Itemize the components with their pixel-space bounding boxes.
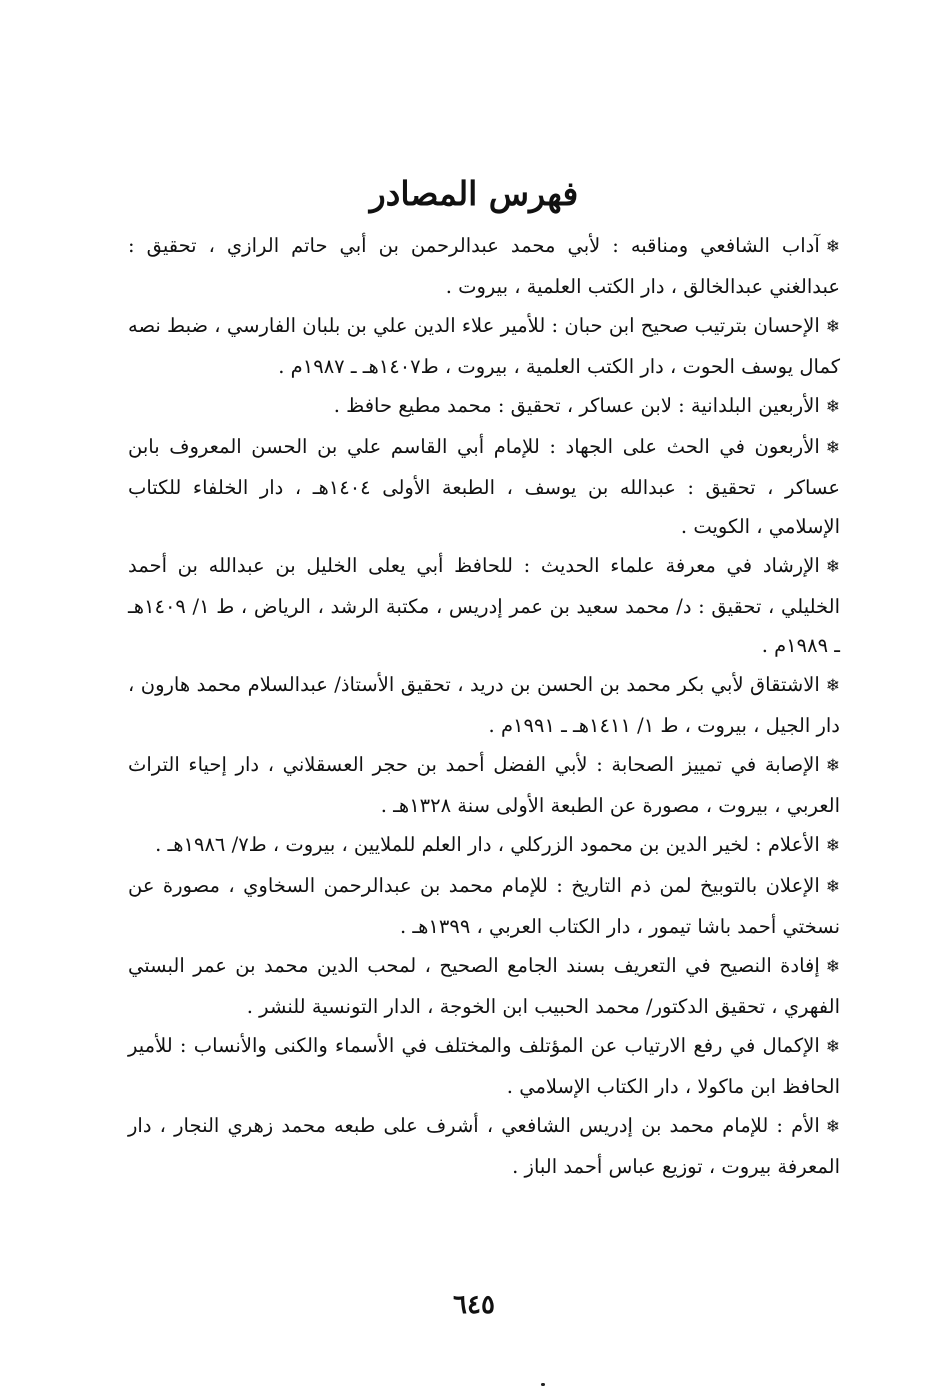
snowflake-bullet-icon: ❄ [825, 836, 840, 856]
snowflake-bullet-icon: ❄ [825, 317, 840, 337]
bibliography-list [128, 226, 840, 1186]
bibliography-entry [128, 427, 840, 546]
snowflake-bullet-icon: ❄ [825, 557, 840, 577]
bibliography-entry [128, 946, 840, 1026]
bibliography-entry [128, 825, 840, 866]
snowflake-bullet-icon: ❄ [825, 1037, 840, 1057]
entry-text: إفادة النصيح في التعريف بسند الجامع الصحيح ، لمحب الدين محمد بن عمر البستي الفهري ، تحقيق الدكتور/ محمد الحبيب ابن الخوجة ، الدار التونسية للنشر . [128, 954, 840, 1018]
page-title: فهرس المصادر [369, 174, 579, 213]
entry-text: الإحسان بترتيب صحيح ابن حبان : للأمير علاء الدين علي بن بلبان الفارسي ، ضبط نصه كمال يوسف الحوت ، دار الكتب العلمية ، بيروت ، ط١٤٠٧هـ ـ ١٩٨٧م . [128, 314, 840, 378]
snowflake-bullet-icon: ❄ [825, 397, 840, 417]
scan-speck [541, 1383, 545, 1386]
bibliography-entry [128, 546, 840, 665]
bibliography-entry [128, 226, 840, 306]
entry-text: الأم : للإمام محمد بن إدريس الشافعي ، أشرف على طبعه محمد زهري النجار ، دار المعرفة بيروت ، توزيع عباس أحمد الباز . [128, 1114, 840, 1178]
entry-text: آداب الشافعي ومناقبه : لأبي محمد عبدالرحمن بن أبي حاتم الرازي ، تحقيق : عبدالغني عبدالخالق ، دار الكتب العلمية ، بيروت . [128, 234, 840, 298]
snowflake-bullet-icon: ❄ [825, 438, 840, 458]
snowflake-bullet-icon: ❄ [825, 1117, 840, 1137]
bibliography-entry [128, 1106, 840, 1186]
bibliography-entry [128, 386, 840, 427]
entry-text: الأعلام : لخير الدين بن محمود الزركلي ، دار العلم للملايين ، بيروت ، ط٧/ ١٩٨٦هـ . [155, 833, 820, 856]
snowflake-bullet-icon: ❄ [825, 877, 840, 897]
entry-text: الإرشاد في معرفة علماء الحديث : للحافظ أبي يعلى الخليل بن عبدالله بن أحمد الخليلي ، تحقيق : د/ محمد سعيد بن عمر إدريس ، مكتبة الرشد ، الرياض ، ط ١/ ١٤٠٩هـ ـ ١٩٨٩م . [128, 554, 840, 657]
entry-text: الاشتقاق لأبي بكر محمد بن الحسن بن دريد ، تحقيق الأستاذ/ عبدالسلام محمد هارون ، دار الجيل ، بيروت ، ط ١/ ١٤١١هـ ـ ١٩٩١م . [128, 673, 840, 737]
bibliography-entry [128, 306, 840, 386]
bibliography-entry [128, 1026, 840, 1106]
entry-text: الإعلان بالتوبيخ لمن ذم التاريخ : للإمام محمد بن عبدالرحمن السخاوي ، مصورة عن نسختي أحمد باشا تيمور ، دار الكتاب العربي ، ١٣٩٩هـ . [128, 874, 840, 938]
entry-text: الإصابة في تمييز الصحابة : لأبي الفضل أحمد بن حجر العسقلاني ، دار إحياء التراث العربي ، بيروت ، مصورة عن الطبعة الأولى سنة ١٣٢٨هـ . [128, 753, 840, 817]
snowflake-bullet-icon: ❄ [825, 756, 840, 776]
bibliography-entry [128, 866, 840, 946]
entry-text: الأربعون في الحث على الجهاد : للإمام أبي القاسم علي بن الحسن المعروف بابن عساكر ، تحقيق : عبدالله بن يوسف ، الطبعة الأولى ١٤٠٤هـ ، دار الخلفاء للكتاب الإسلامي ، الكويت . [128, 435, 840, 538]
snowflake-bullet-icon: ❄ [825, 957, 840, 977]
bibliography-entry [128, 745, 840, 825]
entry-text: الإكمال في رفع الارتياب عن المؤتلف والمختلف في الأسماء والكنى والأنساب : للأمير الحافظ ابن ماكولا ، دار الكتاب الإسلامي . [128, 1034, 840, 1098]
entry-text: الأربعين البلدانية : لابن عساكر ، تحقيق : محمد مطيع حافظ . [333, 394, 820, 417]
bibliography-entry [128, 665, 840, 745]
page-number: ٦٤٥ [453, 1290, 495, 1320]
snowflake-bullet-icon: ❄ [825, 237, 840, 257]
snowflake-bullet-icon: ❄ [825, 676, 840, 696]
